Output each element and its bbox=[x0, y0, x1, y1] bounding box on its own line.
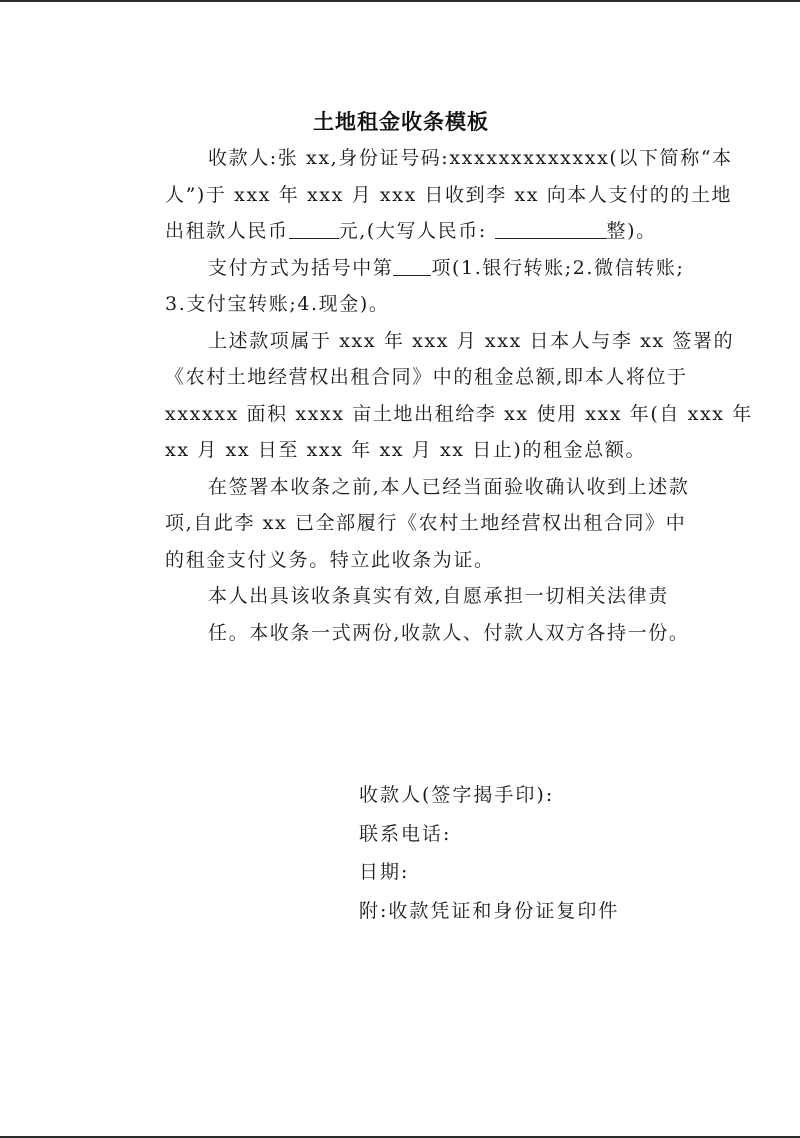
paragraph-contract-reference bbox=[122, 323, 753, 469]
text-segment: 整)。 bbox=[606, 220, 657, 242]
text-line: 3.支付宝转账;4.现金)。 bbox=[165, 293, 390, 315]
text-line: 在签署本收条之前,本人已经当面验收确认收到上述款 bbox=[208, 475, 690, 498]
amount-blank-field[interactable] bbox=[289, 218, 339, 239]
document-page bbox=[122, 104, 753, 651]
text-segment: 项(1.银行转账;2.微信转账; bbox=[431, 256, 685, 279]
text-line: 人”)于 xxx 年 xxx 月 xxx 日收到李 xx 向本人支付的的土地 bbox=[165, 183, 733, 206]
text-line bbox=[122, 250, 685, 287]
paragraph-confirmation bbox=[122, 469, 690, 579]
text-segment: 元,(大写人民币: bbox=[338, 220, 487, 242]
scan-edge-top bbox=[0, 0, 800, 2]
text-line bbox=[122, 213, 680, 250]
text-segment: 支付方式为括号中第 bbox=[208, 256, 394, 279]
paragraph-payment-method bbox=[122, 250, 685, 323]
text-line: 任。本收条一式两份,收款人、付款人双方各持一份。 bbox=[208, 621, 690, 644]
date-label: 日期: bbox=[359, 861, 410, 883]
text-line: 收款人:张 xx,身份证号码:xxxxxxxxxxxxx(以下简称“本 bbox=[208, 147, 733, 169]
document-title: 土地租金收条模板 bbox=[313, 110, 489, 134]
text-line: 本人出具该收条真实有效,自愿承担一切相关法律责 bbox=[208, 585, 669, 607]
phone-label: 联系电话: bbox=[359, 822, 452, 845]
amount-in-words-blank-field[interactable] bbox=[495, 218, 607, 239]
text-line: 上述款项属于 xxx 年 xxx 月 xxx 日本人与李 xx 签署的 bbox=[208, 329, 735, 352]
text-segment: 出租款人民币 bbox=[165, 220, 289, 242]
payee-signature-label: 收款人(签字揭手印): bbox=[359, 784, 555, 806]
text-line: 项,自此李 xx 已全部履行《农村土地经营权出租合同》中 bbox=[165, 512, 687, 534]
text-line: 《农村土地经营权出租合同》中的租金总额,即本人将位于 bbox=[165, 366, 688, 388]
text-line: xx 月 xx 日至 xxx 年 xx 月 xx 日止)的租金总额。 bbox=[165, 439, 647, 461]
paragraph-payee-info bbox=[122, 140, 733, 250]
signature-block bbox=[359, 776, 619, 930]
text-line: xxxxxx 面积 xxxx 亩土地出租给李 xx 使用 xxx 年(自 xxx 年 bbox=[165, 402, 753, 425]
payment-method-blank-field[interactable] bbox=[393, 255, 431, 276]
paragraph-declaration bbox=[122, 578, 690, 651]
attachment-note: 附:收款凭证和身份证复印件 bbox=[359, 899, 620, 922]
text-line: 的租金支付义务。特立此收条为证。 bbox=[165, 548, 495, 571]
